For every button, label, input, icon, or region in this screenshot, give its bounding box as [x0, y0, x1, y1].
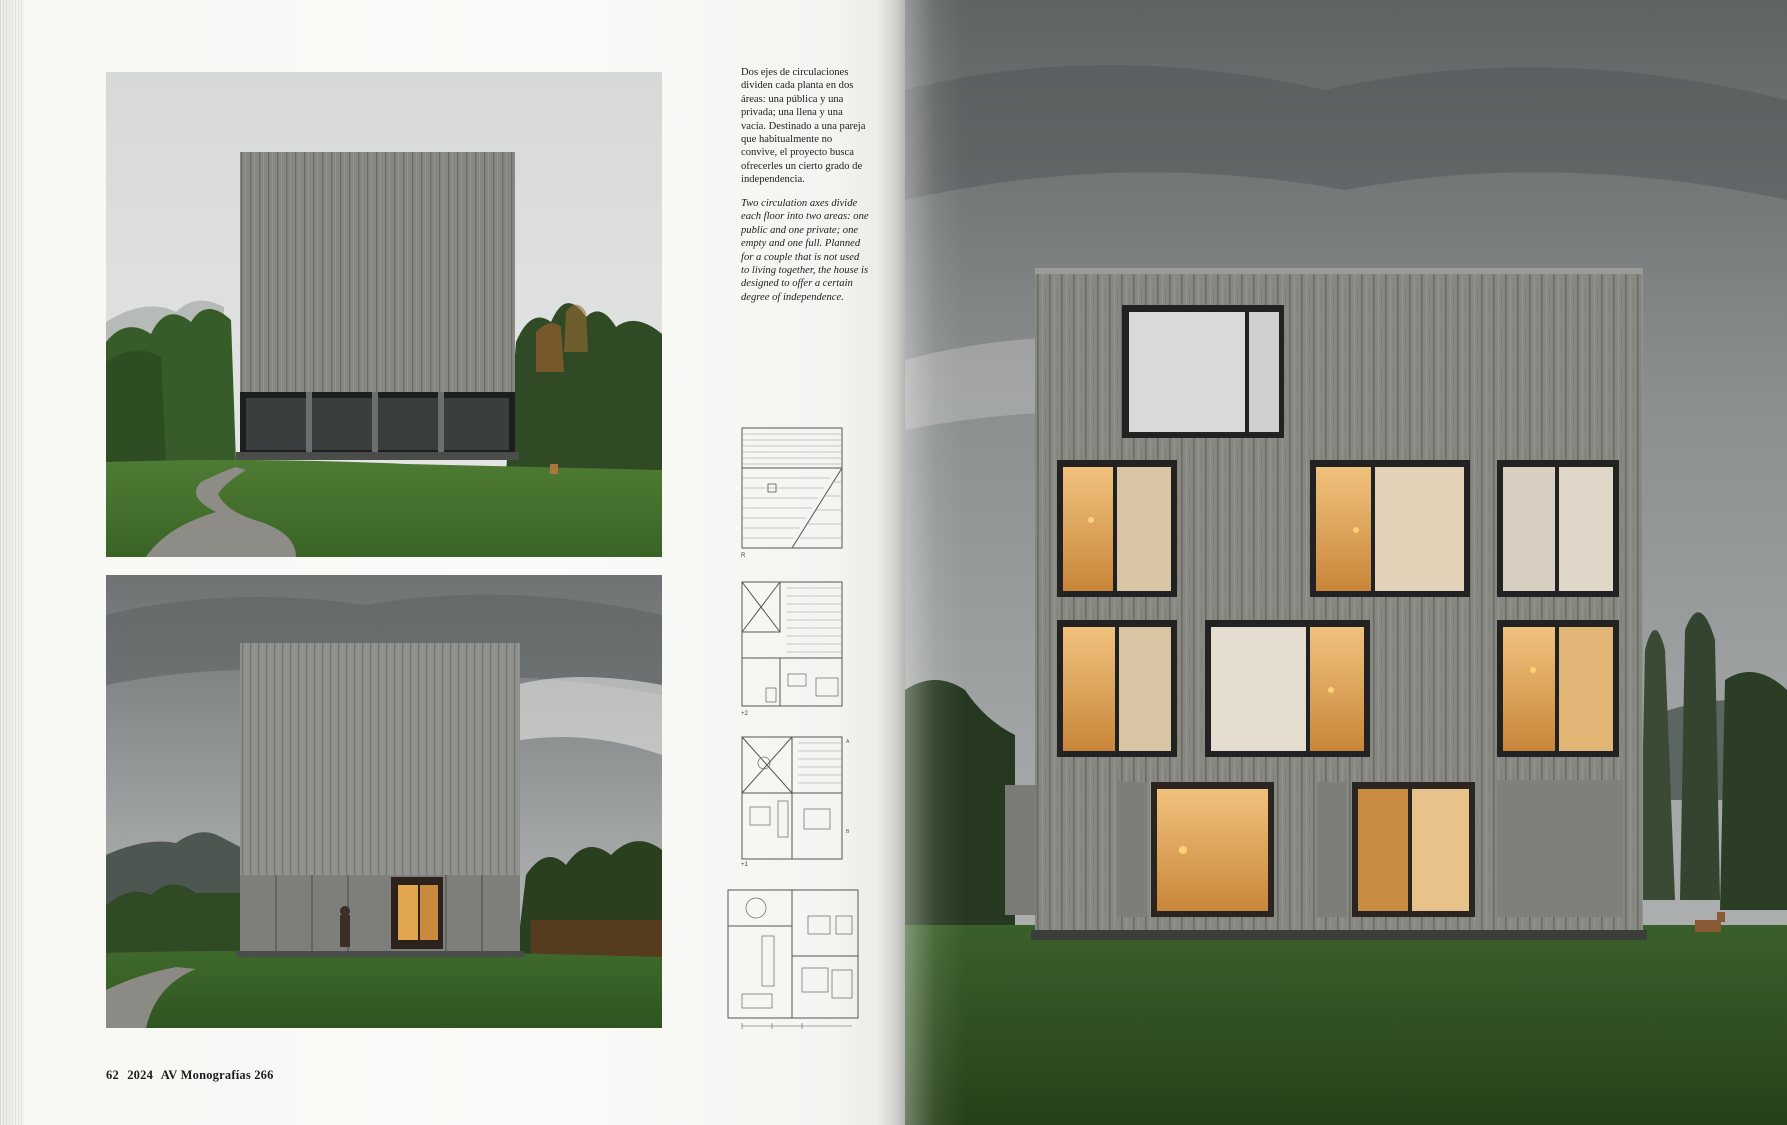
- floor-plan-first-label: +1: [741, 862, 748, 868]
- floor-plan-roof: [712, 422, 868, 552]
- photo-house-facade-evening: [905, 0, 1787, 1125]
- page-edge: [0, 0, 24, 1125]
- svg-text:B: B: [846, 829, 850, 835]
- publication-title: AV Monografías 266: [160, 1068, 274, 1082]
- floor-plan-ground: [712, 886, 868, 1032]
- photo-house-dusk: [106, 575, 662, 1028]
- floor-plan-roof-label: R: [741, 553, 746, 559]
- floor-plan-first: [712, 733, 868, 863]
- caption-spanish: [741, 66, 869, 187]
- caption-english: [741, 197, 869, 304]
- caption-spanish-text: Dos ejes de circulaciones dividen cada planta en dos áreas: una pública y una privada; una llena y una vacía. Destinado a una pareja que habitualmente no convive, el proyecto busca ofrecerles un cierto grado de independencia.: [741, 67, 866, 186]
- photo-house-daytime: [106, 72, 662, 557]
- svg-text:A: A: [846, 739, 850, 745]
- floor-plan-second: [712, 578, 868, 710]
- floor-plan-second-label: +2: [741, 711, 748, 717]
- page-number: 62: [106, 1068, 119, 1082]
- caption-english-text: Two circulation axes divide each floor into two areas: one public and one private; one empty and one full. Planned for a couple that is not used to living together, the house is designed to offer a certain degree of independence.: [741, 198, 869, 303]
- page-footer: [106, 1068, 279, 1083]
- issue-year: 2024: [127, 1068, 154, 1082]
